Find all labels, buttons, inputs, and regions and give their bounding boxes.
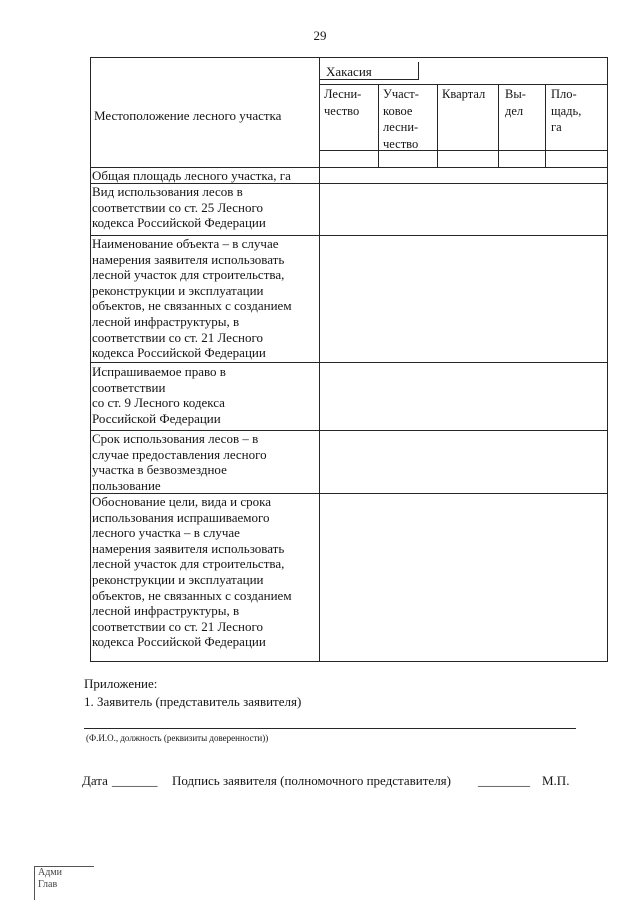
applicant-signature-line <box>84 728 576 729</box>
row-label-use-term: Срок использования лесов – в случае предоставления лесного участка в безвозмездное пользование <box>92 431 267 493</box>
row-label-object-name: Наименование объекта – в случае намерения заявителя использовать лесной участок для строительства, реконструкции и эксплуатации объектов, не связанных с созданием лесной инфраструктуры, в соответствии со ст. 21 Лесного кодекса Российской Федерации <box>92 236 292 361</box>
column-quarter: Квартал <box>442 87 486 101</box>
applicant-hint: (Ф.И.О., должность (реквизиты доверенности)) <box>86 733 269 743</box>
region-name: Хакасия <box>326 64 372 79</box>
table-border-left <box>90 57 91 662</box>
row-label-justification: Обоснование цели, вида и срока использования испрашиваемого лесного участка – в случае намерения заявителя использовать лесной участок для строительства, реконструкции и эксплуатации объектов, не связанных с созданием лесной инфраструктуры, в соответствии со ст. 21 Лесного кодекса Российской Федерации <box>92 494 292 650</box>
table-border-bottom <box>90 661 608 662</box>
table-border-top <box>90 57 608 58</box>
columns-lower-line <box>320 150 608 151</box>
row-label-forest-use-type: Вид использования лесов в соответствии со ст. 25 Лесного кодекса Российской Федерации <box>92 184 266 231</box>
signature-blank: ________ <box>478 773 530 788</box>
stamp-line-1: Адми <box>38 867 62 878</box>
location-label: Местоположение лесного участка <box>94 108 282 123</box>
appendix-item: 1. Заявитель (представитель заявителя) <box>84 694 302 709</box>
signature-label: Подпись заявителя (полномочного представителя) <box>172 773 451 788</box>
page-number: 29 <box>313 28 327 43</box>
column-district-forestry: Участ- ковое лесни- чество <box>383 87 419 151</box>
column-forestry: Лесни- чество <box>324 87 362 118</box>
column-allotment: Вы- дел <box>505 87 526 118</box>
col-divider-4 <box>545 84 546 168</box>
date-blank: _______ <box>112 773 158 788</box>
row-divider-3 <box>90 362 608 363</box>
col-divider-3 <box>498 84 499 168</box>
col-divider-1 <box>378 84 379 168</box>
approval-stamp <box>34 866 94 900</box>
table-border-right <box>607 57 608 662</box>
appendix-title: Приложение: <box>84 676 158 691</box>
label-column-divider <box>319 57 320 662</box>
columns-top-line <box>320 84 608 85</box>
col-divider-2 <box>437 84 438 168</box>
date-label: Дата <box>82 773 108 788</box>
row-label-total-area: Общая площадь лесного участка, га <box>92 168 291 183</box>
region-right-border <box>418 62 419 80</box>
column-area: Пло- щадь, га <box>551 87 582 135</box>
seal-label: М.П. <box>542 773 570 788</box>
stamp-line-2: Глав <box>38 879 58 890</box>
row-label-requested-right: Испрашиваемое право в соответствии со ст. 9 Лесного кодекса Российской Федерации <box>92 364 226 426</box>
